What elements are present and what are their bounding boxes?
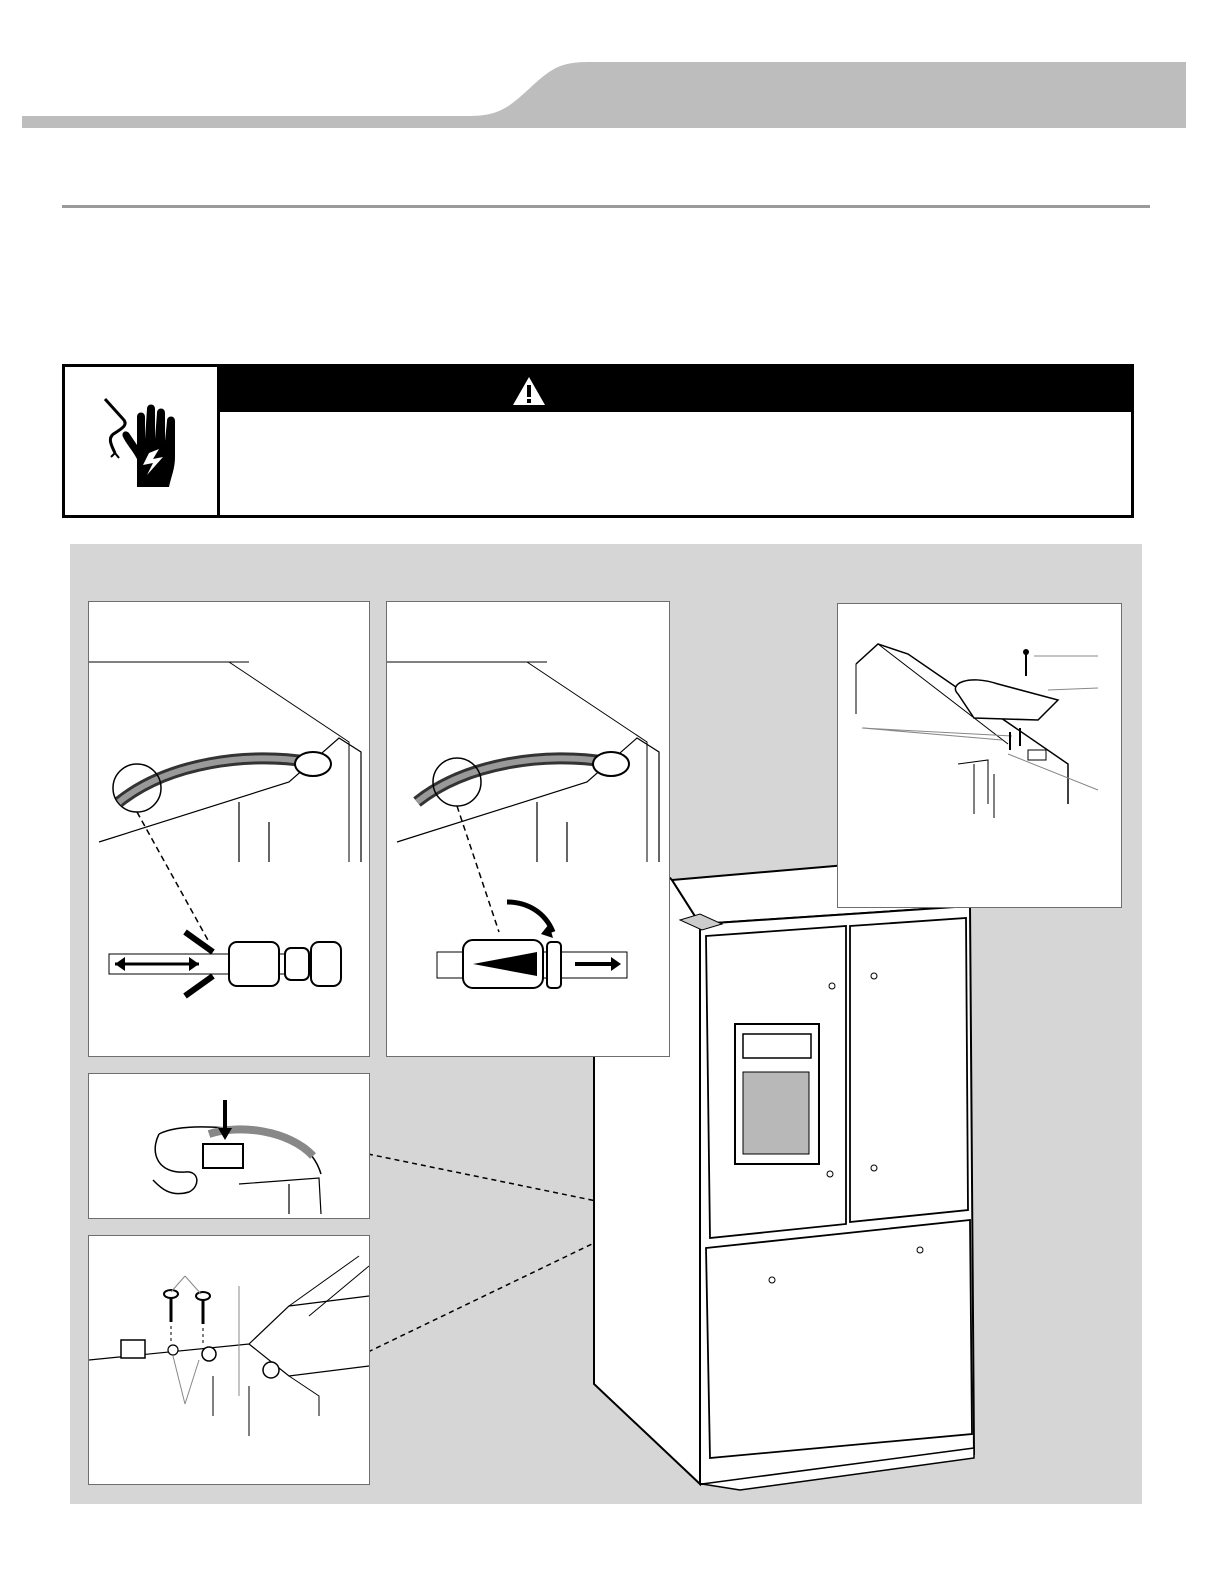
inset-hinge-screws: [88, 1235, 370, 1485]
warning-triangle-icon: [512, 376, 546, 406]
electrical-shock-hazard-icon: [93, 393, 189, 491]
header-band: [0, 0, 1224, 140]
inset-wiring-plug: [88, 1073, 370, 1219]
inset-water-line-coupling: [386, 601, 670, 1057]
section-divider: [62, 205, 1150, 208]
illustration-panel: [70, 544, 1142, 1504]
inset-water-line-release: [88, 601, 370, 1057]
warning-icon-cell: [65, 367, 220, 515]
warning-header-bar: [220, 367, 1131, 412]
inset-top-hinge-cover: [837, 603, 1122, 908]
warning-box: [62, 364, 1134, 518]
